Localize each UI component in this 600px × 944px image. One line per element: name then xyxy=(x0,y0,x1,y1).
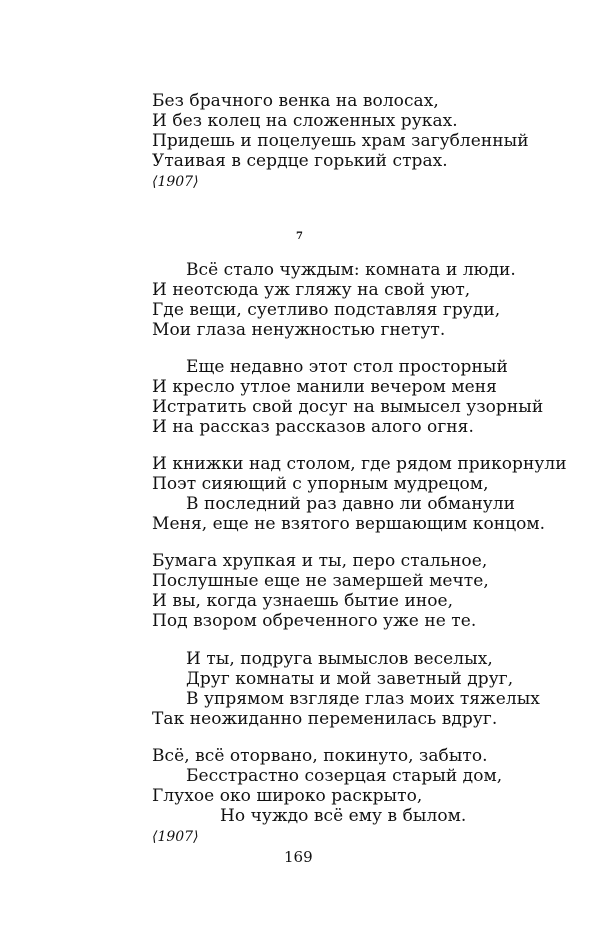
poem-line: Где вещи, суетливо подставляя груди, xyxy=(152,300,501,320)
poem-line: Еще недавно этот стол просторный xyxy=(186,357,508,377)
poem-line: Всё, всё оторвано, покинуто, забыто. xyxy=(152,746,488,766)
poem-line: Придешь и поцелуешь храм загубленный xyxy=(152,131,529,151)
poem-line: В упрямом взгляде глаз моих тяжелых xyxy=(186,689,540,709)
poem-line: Меня, еще не взятого вершающим концом. xyxy=(152,514,546,534)
poem-line: И ты, подруга вымыслов веселых, xyxy=(186,649,493,669)
poem-line: Всё стало чуждым: комната и люди. xyxy=(186,260,516,280)
poem-line: И без колец на сложенных руках. xyxy=(152,111,458,131)
poem-line: Друг комнаты и мой заветный друг, xyxy=(186,669,514,689)
poem-number: 7 xyxy=(296,231,303,242)
poem-line: Поэт сияющий с упорным мудрецом, xyxy=(152,474,489,494)
poem-line: Истратить свой досуг на вымысел узорный xyxy=(152,397,544,417)
poem-line: Бумага хрупкая и ты, перо стальное, xyxy=(152,551,488,571)
poem-line: И неотсюда уж гляжу на свой уют, xyxy=(152,280,471,300)
poem-line: Утаивая в сердце горький страх. xyxy=(152,151,448,171)
poem-line: Глухое око широко раскрыто, xyxy=(152,786,423,806)
poem-line: Бесстрастно созерцая старый дом, xyxy=(186,766,503,786)
poem-line: И кресло утлое манили вечером меня xyxy=(152,377,497,397)
poem-line: Мои глаза ненужностью гнетут. xyxy=(152,320,446,340)
poem-line: Но чуждо всё ему в былом. xyxy=(220,806,467,826)
poem-line: Послушные еще не замершей мечте, xyxy=(152,571,489,591)
poem-line: И на рассказ рассказов алого огня. xyxy=(152,417,474,437)
poem-date: ⟨1907⟩ xyxy=(152,174,199,190)
poem-line: Без брачного венка на волосах, xyxy=(152,91,439,111)
poem-date: ⟨1907⟩ xyxy=(152,829,199,845)
poem-line: Под взором обреченного уже не те. xyxy=(152,611,477,631)
poem-line: И вы, когда узнаешь бытие иное, xyxy=(152,591,454,611)
poem-line: И книжки над столом, где рядом прикорнули xyxy=(152,454,567,474)
poem-line: Так неожиданно переменилась вдруг. xyxy=(152,709,498,729)
page-number: 169 xyxy=(284,848,313,866)
poem-line: В последний раз давно ли обманули xyxy=(186,494,516,514)
